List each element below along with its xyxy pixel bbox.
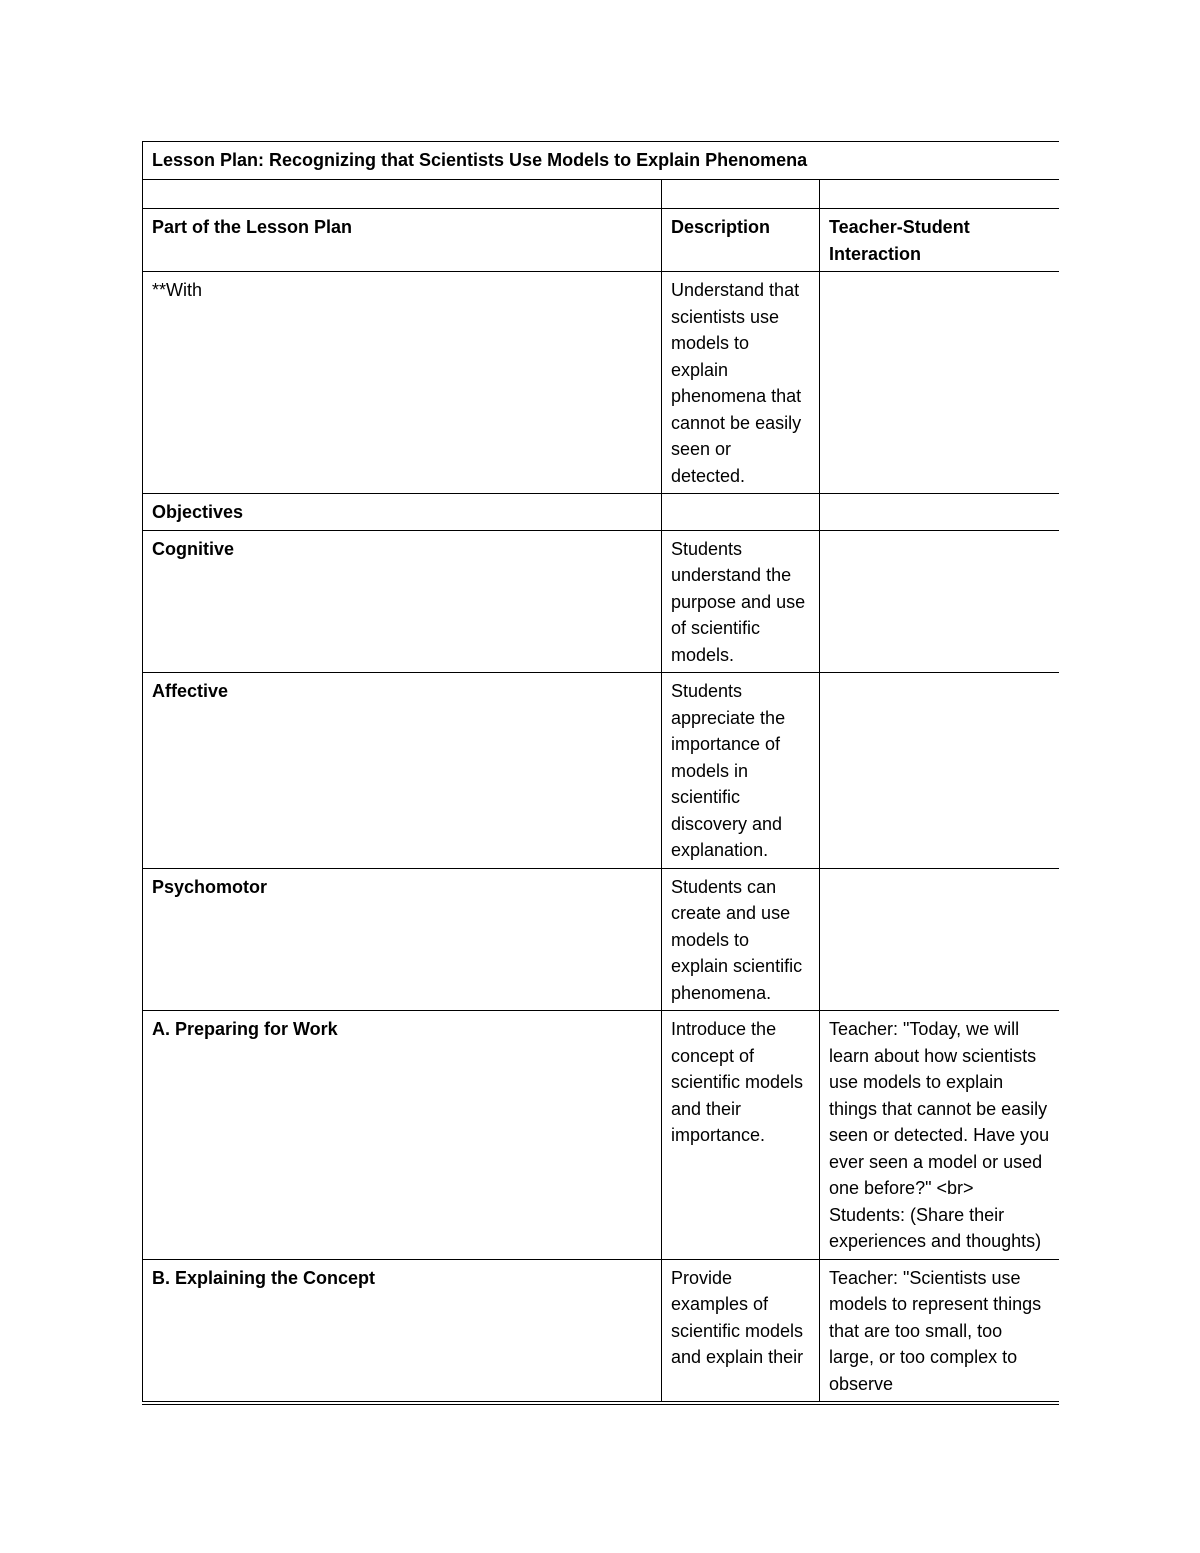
part-cell: B. Explaining the Concept [143,1259,662,1402]
empty-cell [820,180,1060,209]
description-cell: Students understand the purpose and use of scientific models. [662,530,820,673]
lesson-plan-title: Lesson Plan: Recognizing that Scientists Use Models to Explain Phenomena [143,142,1060,180]
part-cell: A. Preparing for Work [143,1011,662,1260]
table-row [143,494,1060,531]
part-cell: Objectives [143,494,662,531]
interaction-cell [820,530,1060,673]
column-header-interaction: Teacher-Student Interaction [820,209,1060,272]
table-row [143,868,1060,1011]
lesson-plan-sheet [142,141,1059,1405]
table-row [143,272,1060,494]
interaction-cell [820,494,1060,531]
lesson-plan-table [142,141,1059,1402]
part-cell: Affective [143,673,662,869]
part-cell: Psychomotor [143,868,662,1011]
spacer-row [143,180,1060,209]
description-cell: Understand that scientists use models to explain phenomena that cannot be easily seen or detected. [662,272,820,494]
title-row [143,142,1060,180]
part-cell: Cognitive [143,530,662,673]
column-header-description: Description [662,209,820,272]
interaction-cell: Teacher: "Scientists use models to represent things that are too small, too large, or too complex to observe [820,1259,1060,1402]
empty-cell [662,180,820,209]
description-cell: Provide examples of scientific models and explain their [662,1259,820,1402]
table-row [143,1011,1060,1260]
header-row [143,209,1060,272]
part-cell: **With [143,272,662,494]
description-cell [662,494,820,531]
interaction-cell: Teacher: "Today, we will learn about how scientists use models to explain things that cannot be easily seen or detected. Have you ever seen a model or used one before?" <br> Students: (Share their experiences and thoughts) [820,1011,1060,1260]
empty-cell [143,180,662,209]
interaction-cell [820,868,1060,1011]
description-cell: Students appreciate the importance of models in scientific discovery and explanation. [662,673,820,869]
interaction-cell [820,673,1060,869]
table-row [143,1259,1060,1402]
description-cell: Introduce the concept of scientific models and their importance. [662,1011,820,1260]
table-row [143,673,1060,869]
interaction-cell [820,272,1060,494]
description-cell: Students can create and use models to explain scientific phenomena. [662,868,820,1011]
column-header-part: Part of the Lesson Plan [143,209,662,272]
table-row [143,530,1060,673]
